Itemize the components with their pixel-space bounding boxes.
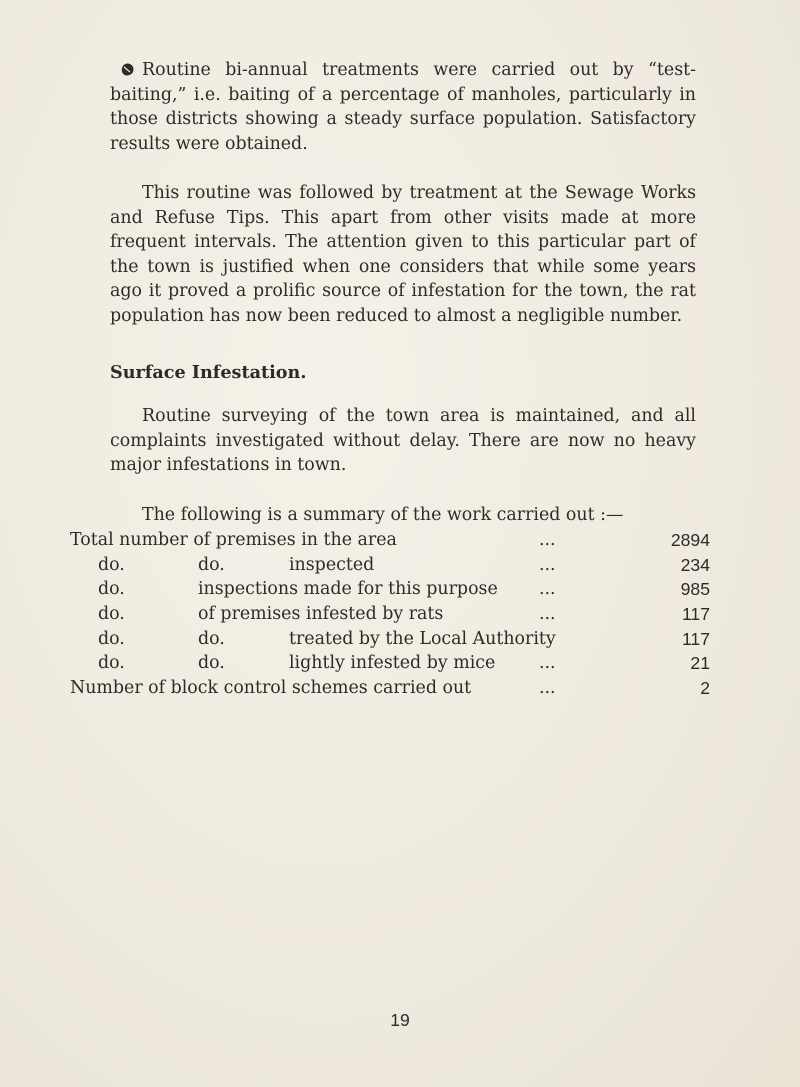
row-dots: ...: [539, 653, 556, 674]
row-value: 117: [681, 628, 710, 649]
table-row: [70, 676, 710, 701]
row-ditto: do.: [98, 628, 125, 649]
row-value: 2894: [670, 530, 710, 550]
row-ditto: do.: [198, 653, 225, 674]
row-ditto: do.: [98, 653, 125, 674]
paragraph-surveying: [110, 404, 696, 478]
table-row: [70, 577, 710, 602]
row-label: treated by the Local Authority: [289, 628, 556, 649]
row-value: 2: [700, 678, 710, 699]
row-ditto: do.: [198, 628, 225, 649]
row-dots: ...: [539, 554, 556, 575]
row-dots: ...: [539, 530, 556, 550]
row-label: Total number of premises in the area: [70, 530, 397, 550]
row-value: 117: [681, 604, 710, 625]
row-label: Number of block control schemes carried out: [70, 678, 472, 699]
row-dots: ...: [539, 579, 556, 600]
table-row: [70, 528, 710, 553]
row-ditto: do.: [198, 554, 225, 575]
row-ditto: do.: [98, 579, 125, 600]
row-value: 234: [680, 554, 710, 575]
row-ditto: do.: [98, 554, 125, 575]
row-dots: ...: [539, 604, 556, 625]
row-ditto: do.: [98, 604, 125, 625]
row-value: 21: [690, 653, 710, 674]
table-row: [70, 602, 710, 627]
paragraph-sewage-works: [110, 181, 696, 329]
summary-table: [70, 528, 710, 701]
paragraph-test-baiting-text: Routine bi-annual treatments were carried out by “test-baiting,” i.e. baiting of a percentage of manholes, particularly in those districts showing a steady surface population. Satisfactory results were obtained.: [110, 60, 696, 154]
row-dots: ...: [539, 678, 556, 699]
page-number: 19: [390, 1010, 410, 1030]
row-value: 985: [680, 579, 710, 600]
row-label: of premises infested by rats: [198, 604, 444, 625]
table-row: [70, 651, 710, 676]
section-heading: Surface Infestation.: [110, 362, 307, 383]
paragraph-summary-intro: [110, 503, 696, 528]
row-label: inspections made for this purpose: [198, 579, 498, 600]
paragraph-surveying-text: Routine surveying of the town area is maintained, and all complaints investigated without delay. There are now no heavy major infestations in town.: [110, 406, 696, 476]
table-row: [70, 627, 710, 652]
row-label: lightly infested by mice: [289, 653, 496, 674]
row-label: inspected: [289, 554, 375, 575]
paragraph-test-baiting: [110, 58, 696, 156]
table-row: [70, 553, 710, 578]
paragraph-summary-intro-text: The following is a summary of the work carried out :—: [142, 505, 624, 525]
paragraph-sewage-works-text: This routine was followed by treatment at the Sewage Works and Refuse Tips. This apart from other visits made at more frequent intervals. The attention given to this particular part of the town is justified when one considers that while some years ago it proved a prolific source of infestation for the town, the rat population has now been reduced to almost a negligible number.: [110, 183, 696, 326]
